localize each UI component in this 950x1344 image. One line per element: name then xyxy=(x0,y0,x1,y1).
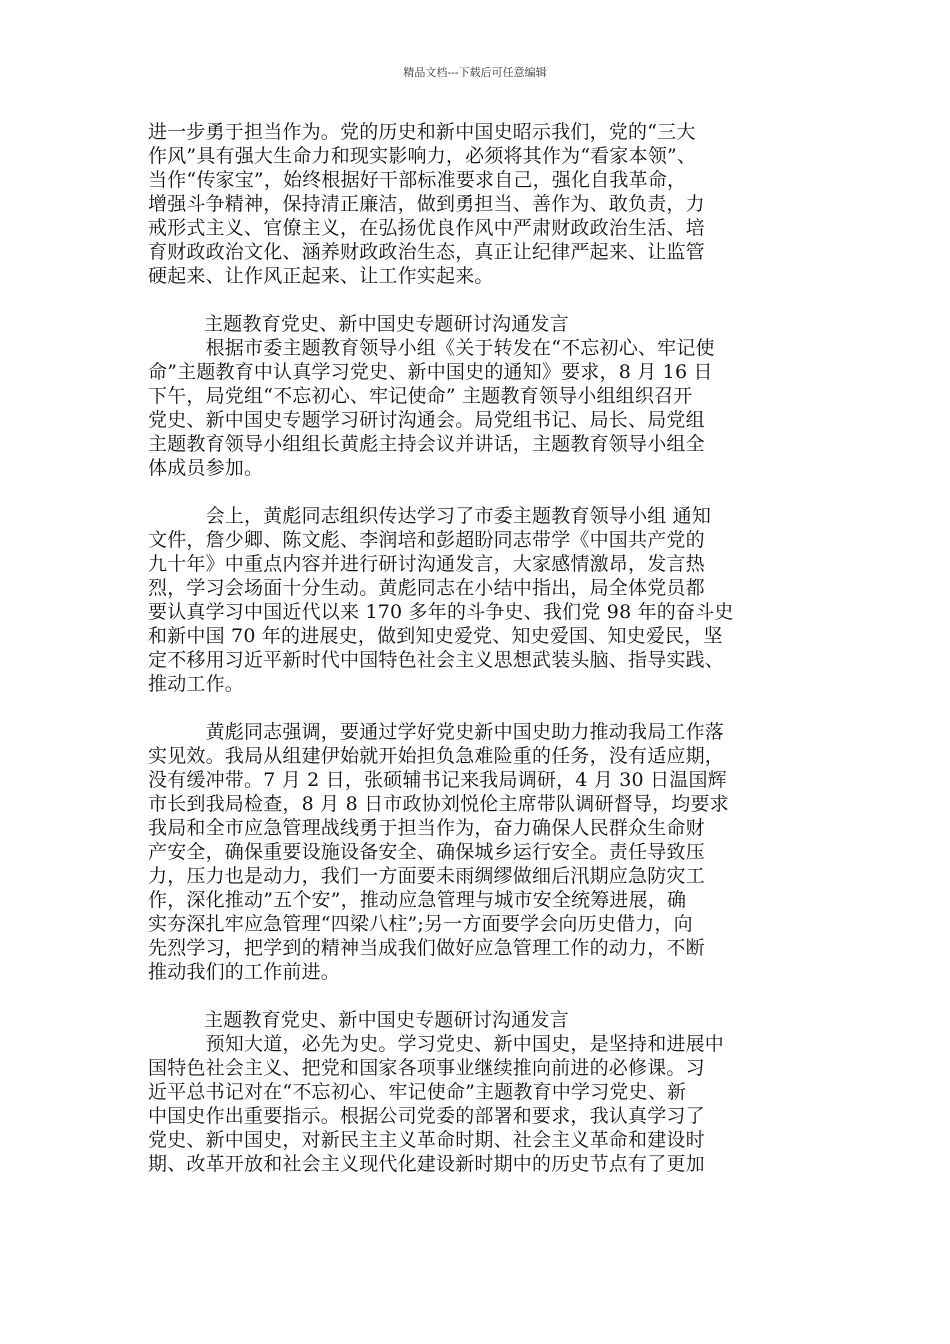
paragraph xyxy=(148,504,806,696)
paragraph-gap xyxy=(148,984,806,1008)
page-header: 精品文档---下载后可任意编辑 xyxy=(403,66,547,79)
text-line: 增强斗争精神，保持清正廉洁，做到勇担当、善作为、敢负责，力 xyxy=(148,193,705,215)
document-body xyxy=(148,120,806,1176)
section-heading: 主题教育党史、新中国史专题研讨沟通发言 xyxy=(204,1009,569,1031)
text-line: 九十年》中重点内容并进行研讨沟通发言，大家感情激昂，发言热 xyxy=(148,553,705,575)
text-line: 力，压力也是动力，我们一方面要未雨绸缪做细后汛期应急防灾工 xyxy=(148,865,705,887)
text-line: 期、改革开放和社会主义现代化建设新时期中的历史节点有了更加 xyxy=(148,1153,705,1175)
paragraph xyxy=(148,720,806,984)
text-line: 中国史作出重要指示。根据公司党委的部署和要求，我认真学习了 xyxy=(148,1105,705,1127)
text-line: 推动我们的工作前进。 xyxy=(148,961,341,983)
text-line: 定不移用习近平新时代中国特色社会主义思想武装头脑、指导实践、 xyxy=(148,649,725,671)
paragraph-gap xyxy=(148,288,806,312)
text-line: 实见效。我局从组建伊始就开始担负急难险重的任务，没有适应期， xyxy=(148,745,725,767)
text-line: 作，深化推动”五个安”，推动应急管理与城市安全统筹进展，确 xyxy=(148,889,687,911)
text-line: 戒形式主义、官僚主义，在弘扬优良作风中严肃财政政治生活、培 xyxy=(148,217,705,239)
text-line: 主题教育领导小组组长黄彪主持会议并讲话，主题教育领导小组全 xyxy=(148,433,705,455)
text-line: 进一步勇于担当作为。党的历史和新中国史昭示我们，党的“三大 xyxy=(148,121,696,143)
text-line: 要认真学习中国近代以来 170 多年的斗争史、我们党 98 年的奋斗史 xyxy=(148,601,734,623)
text-line: 文件，詹少卿、陈文彪、李润培和彭超盼同志带学《中国共产党的 xyxy=(148,529,705,551)
text-line: 育财政政治文化、涵养财政政治生态，真正让纪律严起来、让监管 xyxy=(148,241,705,263)
text-line: 当作“传家宝”，始终根据好干部标准要求自己，强化自我革命， xyxy=(148,169,687,191)
paragraph-gap xyxy=(148,480,806,504)
text-line: 推动工作。 xyxy=(148,673,245,695)
text-line: 市长到我局检查，8 月 8 日市政协刘悦伦主席带队调研督导，均要求 xyxy=(148,793,729,815)
text-line: 没有缓冲带。7 月 2 日，张硕辅书记来我局调研，4 月 30 日温国辉 xyxy=(148,769,727,791)
text-line: 预知大道，必先为史。学习党史、新中国史，是坚持和进展中 xyxy=(148,1033,725,1055)
text-line: 党史、新中国史，对新民主主义革命时期、社会主义革命和建设时 xyxy=(148,1129,705,1151)
paragraph xyxy=(148,336,806,480)
text-line: 国特色社会主义、把党和国家各项事业继续推向前进的必修课。习 xyxy=(148,1057,705,1079)
text-line: 根据市委主题教育领导小组《关于转发在“不忘初心、牢记使 xyxy=(148,337,715,359)
text-line: 我局和全市应急管理战线勇于担当作为，奋力确保人民群众生命财 xyxy=(148,817,705,839)
text-line: 先烈学习，把学到的精神当成我们做好应急管理工作的动力，不断 xyxy=(148,937,705,959)
text-line: 会上，黄彪同志组织传达学习了市委主题教育领导小组 通知 xyxy=(148,505,712,527)
text-line: 实夯深扎牢应急管理“四梁八柱”;另一方面要学会向历史借力，向 xyxy=(148,913,693,935)
text-line: 黄彪同志强调，要通过学好党史新中国史助力推动我局工作落 xyxy=(148,721,725,743)
text-line: 作风”具有强大生命力和现实影响力，必须将其作为“看家本领”、 xyxy=(148,145,697,167)
text-line: 和新中国 70 年的进展史，做到知史爱党、知史爱国、知史爱民，坚 xyxy=(148,625,723,647)
text-line: 命”主题教育中认真学习党史、新中国史的通知》要求，8 月 16 日 xyxy=(148,361,713,383)
paragraph xyxy=(148,120,806,288)
paragraph-gap xyxy=(148,696,806,720)
text-line: 党史、新中国史专题学习研讨沟通会。局党组书记、局长、局党组 xyxy=(148,409,705,431)
text-line: 近平总书记对在“不忘初心、牢记使命”主题教育中学习党史、新 xyxy=(148,1081,687,1103)
text-line: 产安全，确保重要设施设备安全、确保城乡运行安全。责任导致压 xyxy=(148,841,705,863)
text-line: 硬起来、让作风正起来、让工作实起来。 xyxy=(148,265,494,287)
text-line: 烈，学习会场面十分生动。黄彪同志在小结中指出，局全体党员都 xyxy=(148,577,705,599)
paragraph xyxy=(148,1032,806,1176)
section-heading: 主题教育党史、新中国史专题研讨沟通发言 xyxy=(204,313,569,335)
text-line: 体成员参加。 xyxy=(148,457,264,479)
text-line: 下午，局党组“不忘初心、牢记使命” 主题教育领导小组组织召开 xyxy=(148,385,693,407)
